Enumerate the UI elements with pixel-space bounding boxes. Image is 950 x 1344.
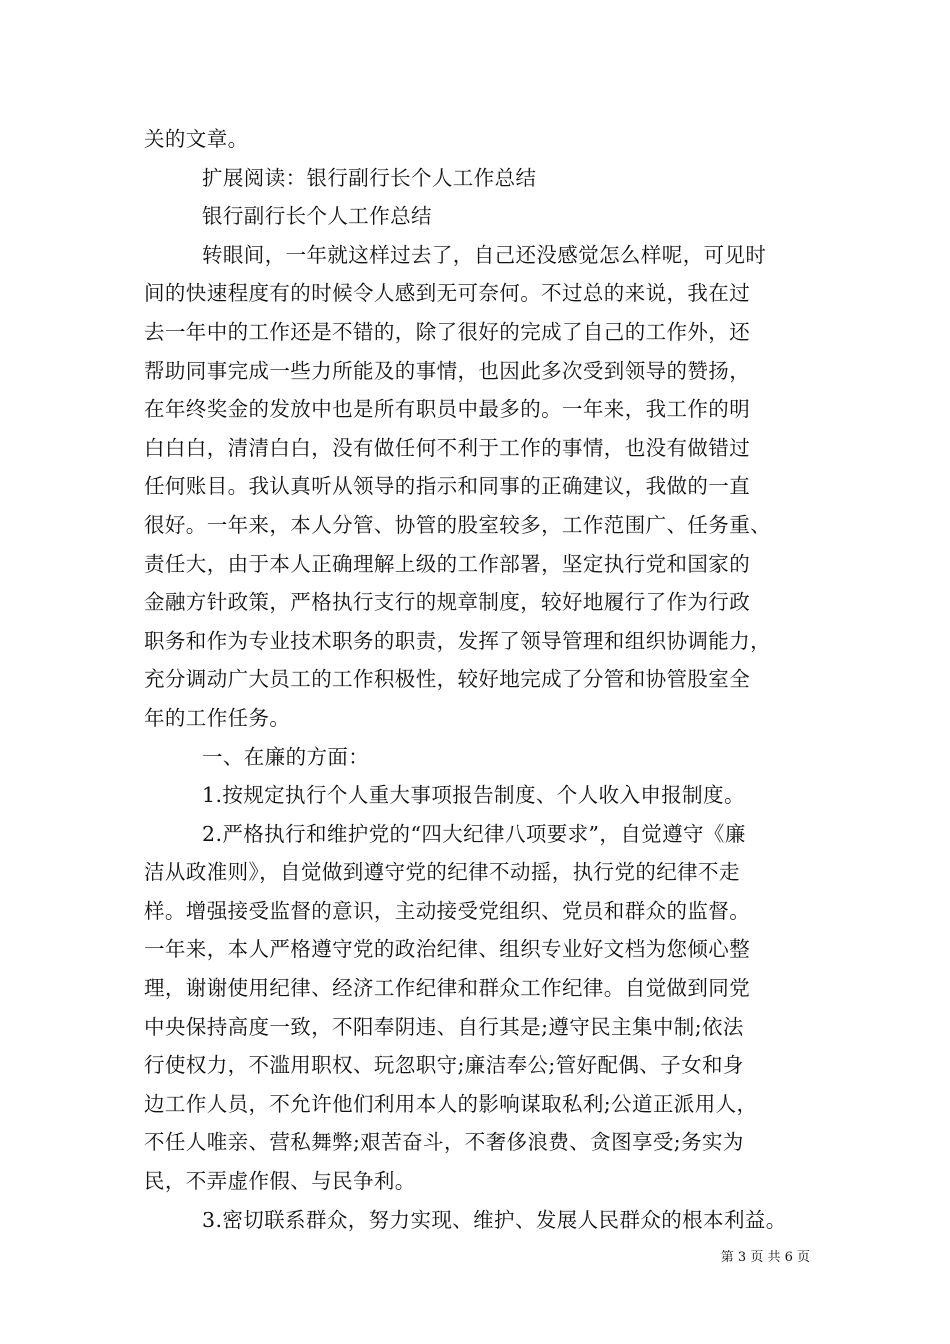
text-line: 3.密切联系群众，努力实现、维护、发展人民群众的根本利益。 — [202, 1207, 787, 1232]
text-line: 很好。一年来，本人分管、协管的股室较多，工作范围广、任务重、 — [144, 512, 771, 537]
text-line: 2.严格执行和维护党的“四大纪律八项要求”，自觉遵守《廉 — [202, 821, 746, 846]
page-number-footer: 第 3 页 共 6 页 — [720, 1250, 810, 1265]
text-line: 一年来，本人严格遵守党的政治纪律、组织专业好文档为您倾心整 — [144, 937, 751, 962]
text-line: 充分调动广大员工的工作积极性，较好地完成了分管和协管股室全 — [144, 667, 751, 692]
text-line: 转眼间，一年就这样过去了，自己还没感觉怎么样呢，可见时 — [202, 242, 767, 267]
text-line: 1.按规定执行个人重大事项报告制度、个人收入申报制度。 — [202, 783, 745, 808]
section-heading: 一、在廉的方面： — [202, 744, 370, 769]
text-line: 年的工作任务。 — [144, 705, 291, 730]
text-line: 在年终奖金的发放中也是所有职员中最多的。一年来，我工作的明 — [144, 397, 751, 422]
text-line: 扩展阅读：银行副行长个人工作总结 — [202, 165, 537, 190]
text-line: 行使权力，不滥用职权、玩忽职守;廉洁奉公;管好配偶、子女和身 — [144, 1053, 744, 1078]
text-line: 洁从政准则》，自觉做到遵守党的纪律不动摇，执行党的纪律不走 — [144, 860, 740, 885]
text-line: 不任人唯亲、营私舞弊;艰苦奋斗，不奢侈浪费、贪图享受;务实为 — [144, 1130, 744, 1155]
text-line: 帮助同事完成一些力所能及的事情，也因此多次受到领导的赞扬， — [144, 358, 751, 383]
text-line: 理，谢谢使用纪律、经济工作纪律和群众工作纪律。自觉做到同党 — [144, 976, 751, 1001]
text-line: 去一年中的工作还是不错的，除了很好的完成了自己的工作外，还 — [144, 319, 751, 344]
text-line: 中央保持高度一致，不阳奉阴违、自行其是;遵守民主集中制;依法 — [144, 1014, 744, 1039]
text-line: 任何账目。我认真听从领导的指示和同事的正确建议，我做的一直 — [144, 474, 751, 499]
text-line: 关的文章。 — [144, 127, 249, 151]
text-line: 样。增强接受监督的意识，主动接受党组织、党员和群众的监督。 — [144, 898, 751, 923]
text-line: 职务和作为专业技术职务的职责，发挥了领导管理和组织协调能力， — [144, 628, 771, 653]
text-line: 民，不弄虚作假、与民争利。 — [144, 1169, 416, 1194]
document-body — [144, 120, 824, 1239]
text-line: 边工作人员，不允许他们利用本人的影响谋取私利;公道正派用人， — [144, 1091, 758, 1116]
text-line: 白白白，清清白白，没有做任何不利于工作的事情，也没有做错过 — [144, 435, 751, 460]
text-line: 责任大，由于本人正确理解上级的工作部署，坚定执行党和国家的 — [144, 551, 751, 576]
text-line: 金融方针政策，严格执行支行的规章制度，较好地履行了作为行政 — [144, 590, 751, 615]
section-title: 银行副行长个人工作总结 — [202, 204, 432, 229]
text-line: 间的快速程度有的时候令人感到无可奈何。不过总的来说，我在过 — [144, 281, 751, 306]
